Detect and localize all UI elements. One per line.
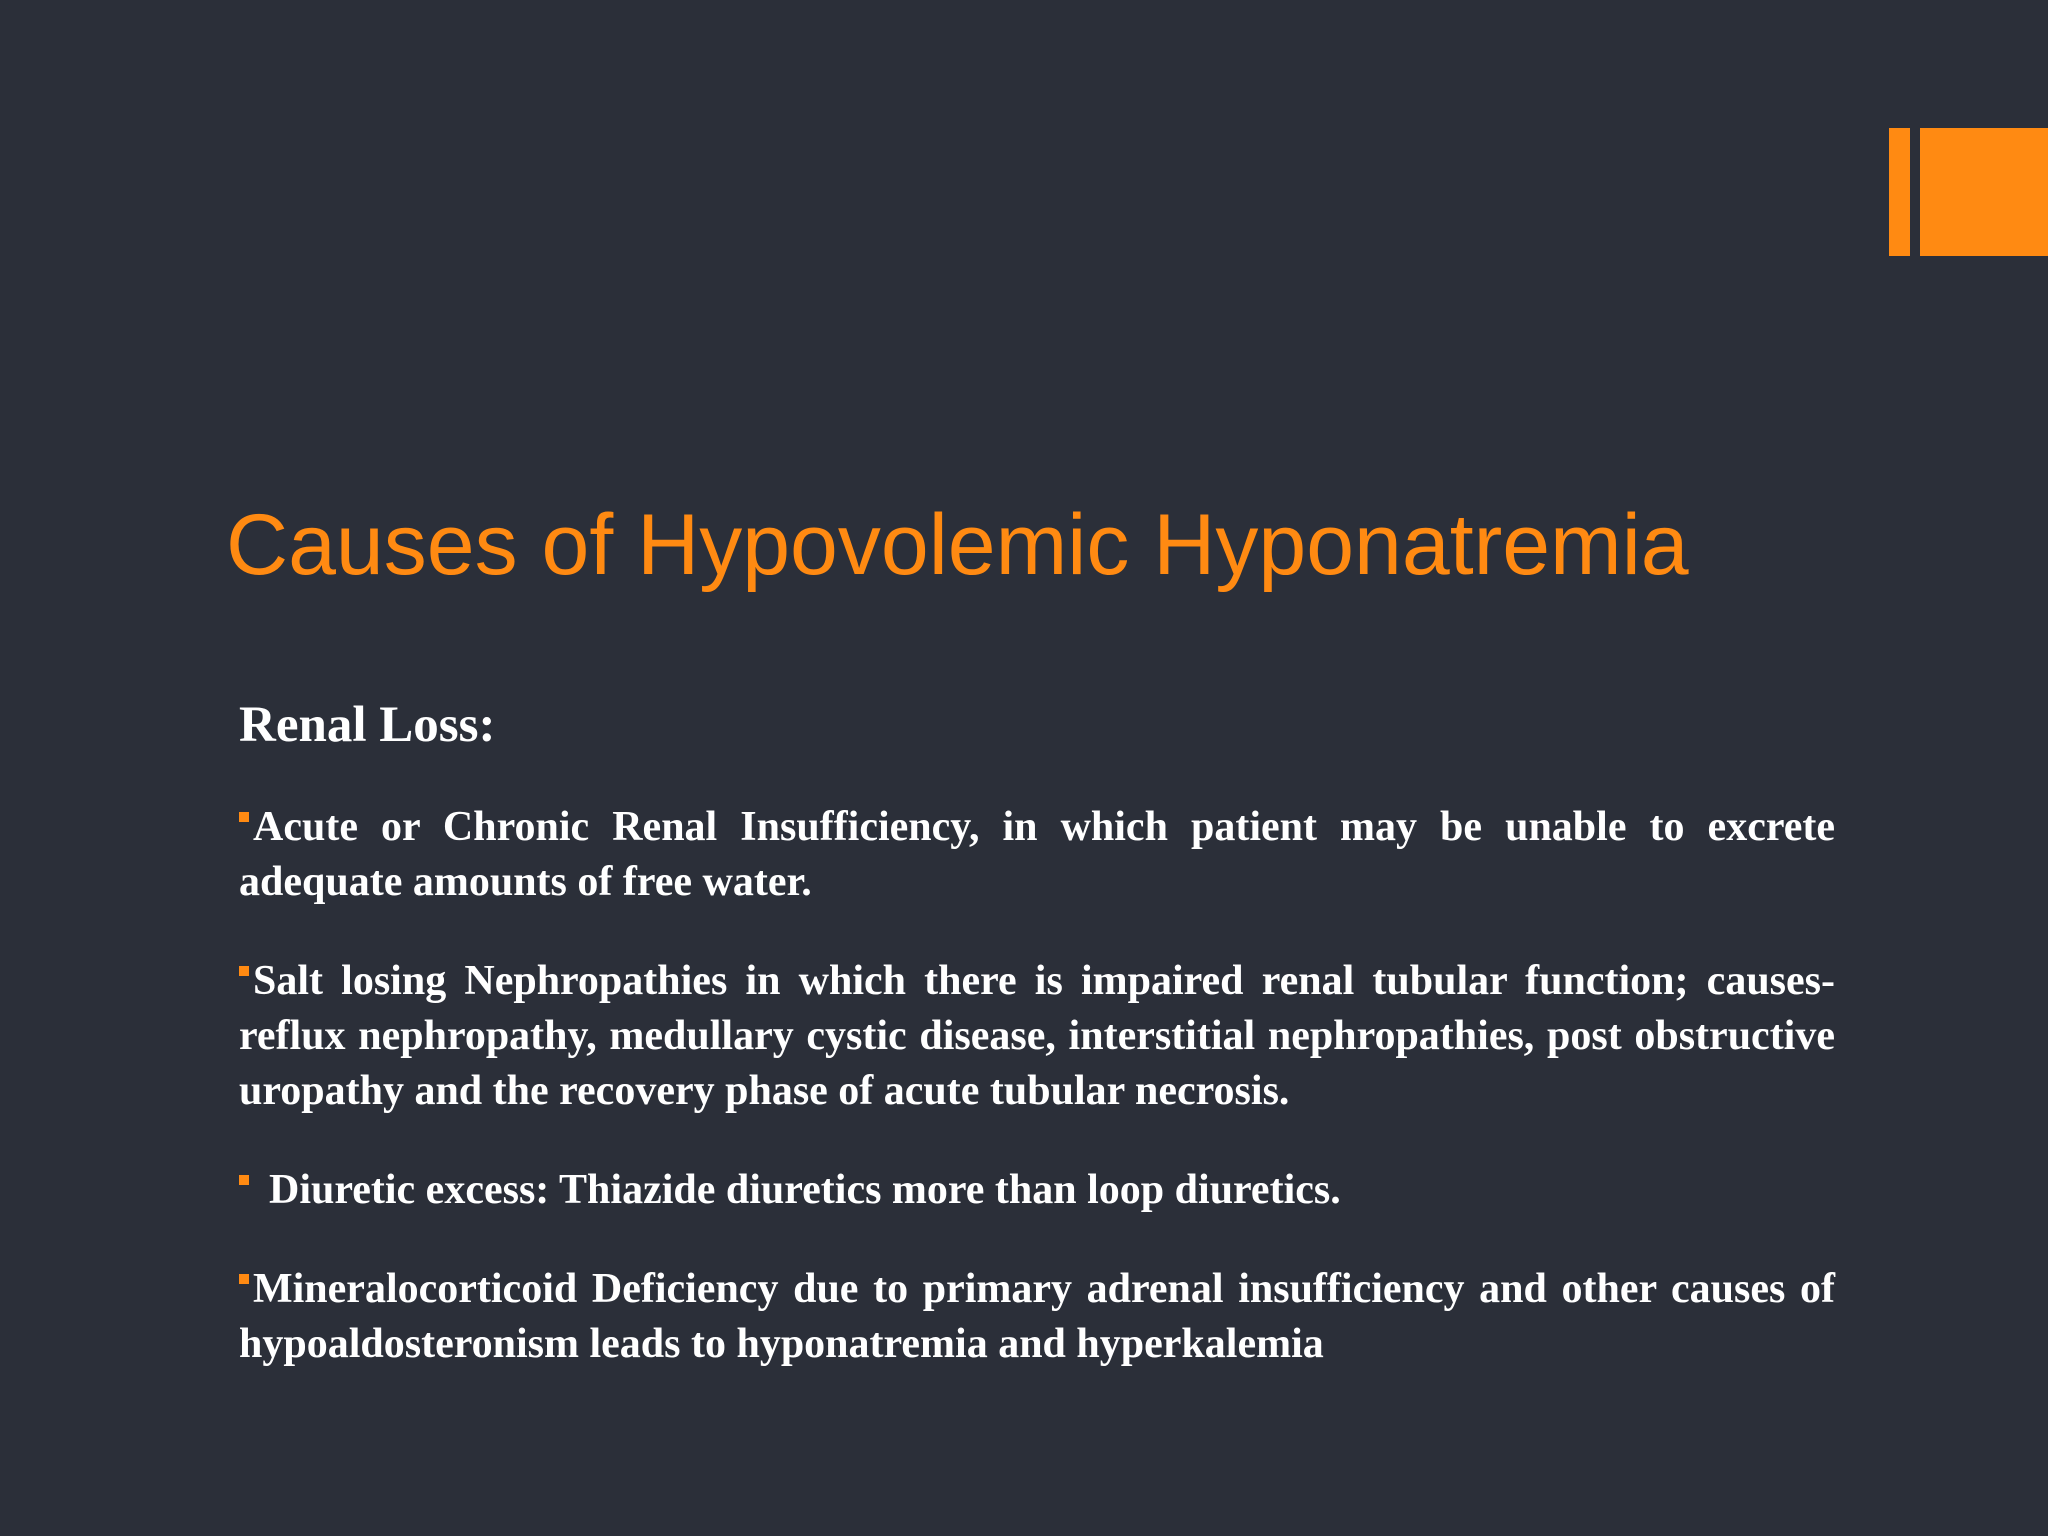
bullet-text: Mineralocorticoid Deficiency due to primary adrenal insufficiency and other causes of hypoaldosteronism leads to hyponatremia and hyperkalemia — [239, 1266, 1835, 1367]
bullet-item — [239, 1262, 1835, 1372]
accent-bar-thin — [1889, 128, 1910, 256]
bullet-text: Acute or Chronic Renal Insufficiency, in which patient may be unable to excrete adequate amounts of free water. — [239, 804, 1835, 905]
bullet-text: Salt losing Nephropathies in which there is impaired renal tubular function; causes- reflux nephropathy, medullary cystic disease, interstitial nephropathies, post obstructive uropathy and the recovery phase of acute tubular necrosis. — [239, 958, 1835, 1114]
square-bullet-icon — [239, 812, 249, 822]
bullet-item — [239, 954, 1835, 1119]
bullet-item — [239, 1163, 1835, 1218]
square-bullet-icon — [239, 966, 249, 976]
section-heading: Renal Loss: — [239, 697, 496, 753]
square-bullet-icon — [239, 1274, 249, 1284]
accent-block — [1920, 128, 2048, 256]
bullet-text: Diuretic excess: Thiazide diuretics more than loop diuretics. — [269, 1167, 1341, 1213]
slide-content — [239, 690, 1835, 1416]
slide-title: Causes of Hypovolemic Hyponatremia — [226, 497, 1689, 593]
bullet-item — [239, 800, 1835, 910]
square-bullet-icon — [239, 1175, 249, 1185]
